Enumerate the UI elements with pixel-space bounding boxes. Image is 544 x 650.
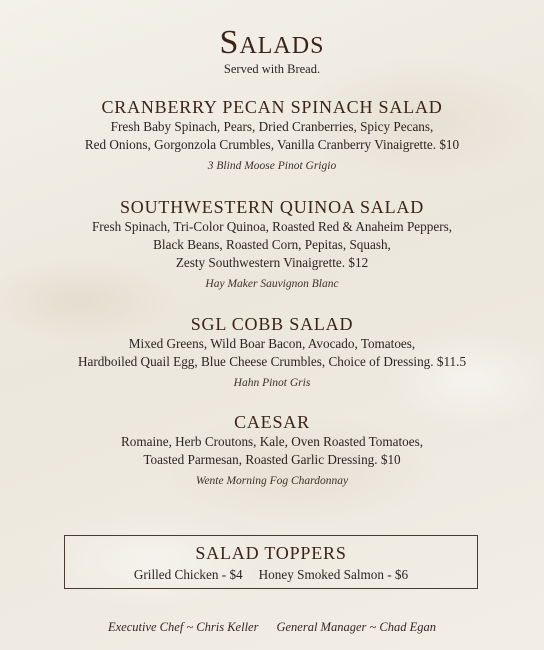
wine-pairing: Hahn Pinot Gris xyxy=(233,377,311,389)
dish-description-line: Romaine, Herb Croutons, Kale, Oven Roasted Tomatoes, xyxy=(120,434,424,449)
page-subtitle: Served with Bread. xyxy=(223,62,321,76)
dish-sgl-cobb-salad xyxy=(0,313,544,390)
dish-description-line: Zesty Southwestern Vinaigrette. $12 xyxy=(175,255,369,270)
page-title: Salads xyxy=(219,24,325,61)
dish-description-line: Fresh Baby Spinach, Pears, Dried Cranberries, Spicy Pecans, xyxy=(110,119,434,134)
topper-item-honey-smoked-salmon: Honey Smoked Salmon - $6 xyxy=(258,567,409,582)
salad-toppers-list xyxy=(65,566,477,584)
dish-description-line: Black Beans, Roasted Corn, Pepitas, Squash, xyxy=(153,237,391,252)
dish-southwestern-quinoa-salad xyxy=(0,196,544,291)
dish-description-line: Hardboiled Quail Egg, Blue Cheese Crumbles, Choice of Dressing. $11.5 xyxy=(77,354,467,369)
dish-name: CAESAR xyxy=(234,412,310,432)
dish-description-line: Fresh Spinach, Tri-Color Quinoa, Roasted Red & Anaheim Peppers, xyxy=(91,219,453,234)
executive-chef-credit: Executive Chef ~ Chris Keller xyxy=(107,620,259,634)
wine-pairing: 3 Blind Moose Pinot Grigio xyxy=(207,160,337,172)
dish-caesar xyxy=(0,411,544,488)
wine-pairing: Hay Maker Sauvignon Blanc xyxy=(205,278,339,290)
dish-cranberry-pecan-spinach-salad xyxy=(0,96,544,173)
dish-description-line: Toasted Parmesan, Roasted Garlic Dressing. $10 xyxy=(143,452,401,467)
salad-toppers-title: SALAD TOPPERS xyxy=(195,543,347,563)
general-manager-credit: General Manager ~ Chad Egan xyxy=(276,620,436,634)
dish-name: SOUTHWESTERN QUINOA SALAD xyxy=(120,197,424,217)
dish-name: SGL COBB SALAD xyxy=(190,314,354,334)
salad-toppers-box xyxy=(64,535,478,589)
dish-description-line: Red Onions, Gorgonzola Crumbles, Vanilla Cranberry Vinaigrette. $10 xyxy=(84,137,460,152)
topper-item-grilled-chicken: Grilled Chicken - $4 xyxy=(133,567,243,582)
dish-name: CRANBERRY PECAN SPINACH SALAD xyxy=(101,97,443,117)
dish-description-line: Mixed Greens, Wild Boar Bacon, Avocado, Tomatoes, xyxy=(128,336,416,351)
staff-credits xyxy=(0,619,544,635)
wine-pairing: Wente Morning Fog Chardonnay xyxy=(195,475,349,487)
